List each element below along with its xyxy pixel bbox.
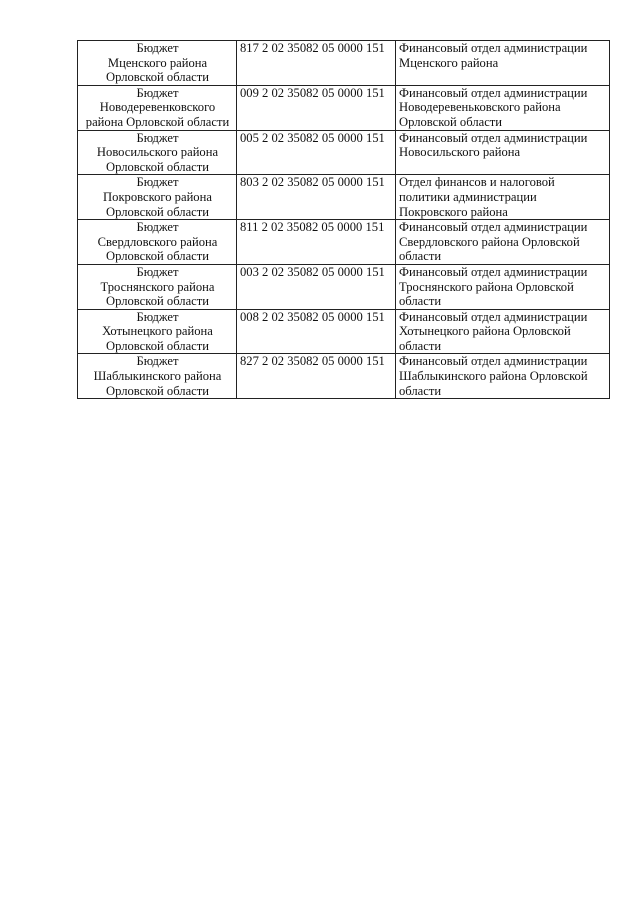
budget-code: 005 2 02 35082 05 0000 151 xyxy=(240,130,385,145)
table-row xyxy=(78,85,610,130)
cell-text-line: Новосильского района xyxy=(399,145,521,160)
budget-recipient-cell xyxy=(78,309,237,354)
cell-text-line: области xyxy=(399,383,442,398)
budget-code-cell xyxy=(237,264,396,309)
cell-text-line: Орловской области xyxy=(105,294,210,309)
table-row xyxy=(78,41,610,86)
cell-text-line: Мценского района xyxy=(107,55,208,70)
cell-text-line: Троснянского района Орловской xyxy=(399,279,574,294)
budget-code-cell xyxy=(237,309,396,354)
budget-code: 827 2 02 35082 05 0000 151 xyxy=(240,354,385,369)
cell-text-line: Шаблыкинского района xyxy=(93,369,222,384)
cell-text-line: района Орловской области xyxy=(85,114,230,129)
budget-recipient-cell xyxy=(78,85,237,130)
budget-code: 811 2 02 35082 05 0000 151 xyxy=(240,220,385,235)
cell-text-line: Новодеревенковского xyxy=(99,100,216,115)
cell-text-line: области xyxy=(399,338,442,353)
cell-text-line: Бюджет xyxy=(136,41,179,55)
cell-text-line: Финансовый отдел администрации xyxy=(399,264,588,279)
budget-code-cell xyxy=(237,130,396,175)
cell-text-line: Орловской области xyxy=(399,114,503,129)
cell-text-line: Покровского района xyxy=(103,189,212,204)
cell-text-line: Бюджет xyxy=(136,85,179,100)
cell-text-line: Шаблыкинского района Орловской xyxy=(399,369,588,384)
cell-text-line: Троснянского района xyxy=(100,279,215,294)
budget-code-cell xyxy=(237,41,396,86)
budget-code-cell xyxy=(237,175,396,220)
cell-text-line: Орловской области xyxy=(105,338,210,353)
administrator-cell xyxy=(396,220,610,265)
cell-text-line: Новодеревеньковского района xyxy=(399,100,561,115)
table-row xyxy=(78,130,610,175)
budget-table xyxy=(77,40,610,399)
cell-text-line: Финансовый отдел администрации xyxy=(399,309,588,324)
cell-text-line: Финансовый отдел администрации xyxy=(399,130,588,145)
cell-text-line: Хотынецкого района Орловской xyxy=(399,324,571,339)
cell-text-line: Бюджет xyxy=(136,264,179,279)
table-row xyxy=(78,264,610,309)
cell-text-line: области xyxy=(399,249,442,264)
administrator-cell xyxy=(396,41,610,86)
administrator-cell xyxy=(396,354,610,399)
cell-text-line: Орловской области xyxy=(105,159,210,174)
cell-text-line: политики администрации xyxy=(399,189,537,204)
cell-text-line: Бюджет xyxy=(136,309,179,324)
budget-recipient-cell xyxy=(78,175,237,220)
cell-text-line: Финансовый отдел администрации xyxy=(399,85,588,100)
budget-code: 009 2 02 35082 05 0000 151 xyxy=(240,85,385,100)
cell-text-line: Орловской области xyxy=(105,204,210,219)
cell-text-line: Бюджет xyxy=(136,130,179,145)
administrator-cell xyxy=(396,85,610,130)
budget-code: 803 2 02 35082 05 0000 151 xyxy=(240,175,385,190)
administrator-cell xyxy=(396,175,610,220)
cell-text-line: Бюджет xyxy=(136,175,179,190)
budget-code: 008 2 02 35082 05 0000 151 xyxy=(240,309,385,324)
cell-text-line: Орловской области xyxy=(105,70,210,85)
cell-text-line: Бюджет xyxy=(136,354,179,369)
administrator-cell xyxy=(396,130,610,175)
budget-recipient-cell xyxy=(78,354,237,399)
budget-code: 003 2 02 35082 05 0000 151 xyxy=(240,264,385,279)
cell-text-line: области xyxy=(399,294,442,309)
cell-text-line: Хотынецкого района xyxy=(102,324,213,339)
administrator-cell xyxy=(396,309,610,354)
cell-text-line: Мценского района xyxy=(399,55,499,70)
budget-code-cell xyxy=(237,220,396,265)
cell-text-line: Свердловского района Орловской xyxy=(399,234,580,249)
budget-recipient-cell xyxy=(78,130,237,175)
budget-code-cell xyxy=(237,354,396,399)
cell-text-line: Орловской области xyxy=(105,383,210,398)
budget-code-cell xyxy=(237,85,396,130)
cell-text-line: Свердловского района xyxy=(97,234,218,249)
cell-text-line: Финансовый отдел администрации xyxy=(399,354,588,369)
table-row xyxy=(78,220,610,265)
table-row xyxy=(78,309,610,354)
cell-text-line: Новосильского района xyxy=(96,145,219,160)
table-row xyxy=(78,175,610,220)
cell-text-line: Бюджет xyxy=(136,220,179,235)
cell-text-line: Финансовый отдел администрации xyxy=(399,220,588,235)
budget-code: 817 2 02 35082 05 0000 151 xyxy=(240,41,385,55)
budget-recipient-cell xyxy=(78,264,237,309)
cell-text-line: Финансовый отдел администрации xyxy=(399,41,588,55)
budget-recipient-cell xyxy=(78,220,237,265)
administrator-cell xyxy=(396,264,610,309)
cell-text-line: Отдел финансов и налоговой xyxy=(399,175,555,190)
budget-recipient-cell xyxy=(78,41,237,86)
table-row xyxy=(78,354,610,399)
cell-text-line: Покровского района xyxy=(399,204,508,219)
cell-text-line: Орловской области xyxy=(105,249,210,264)
